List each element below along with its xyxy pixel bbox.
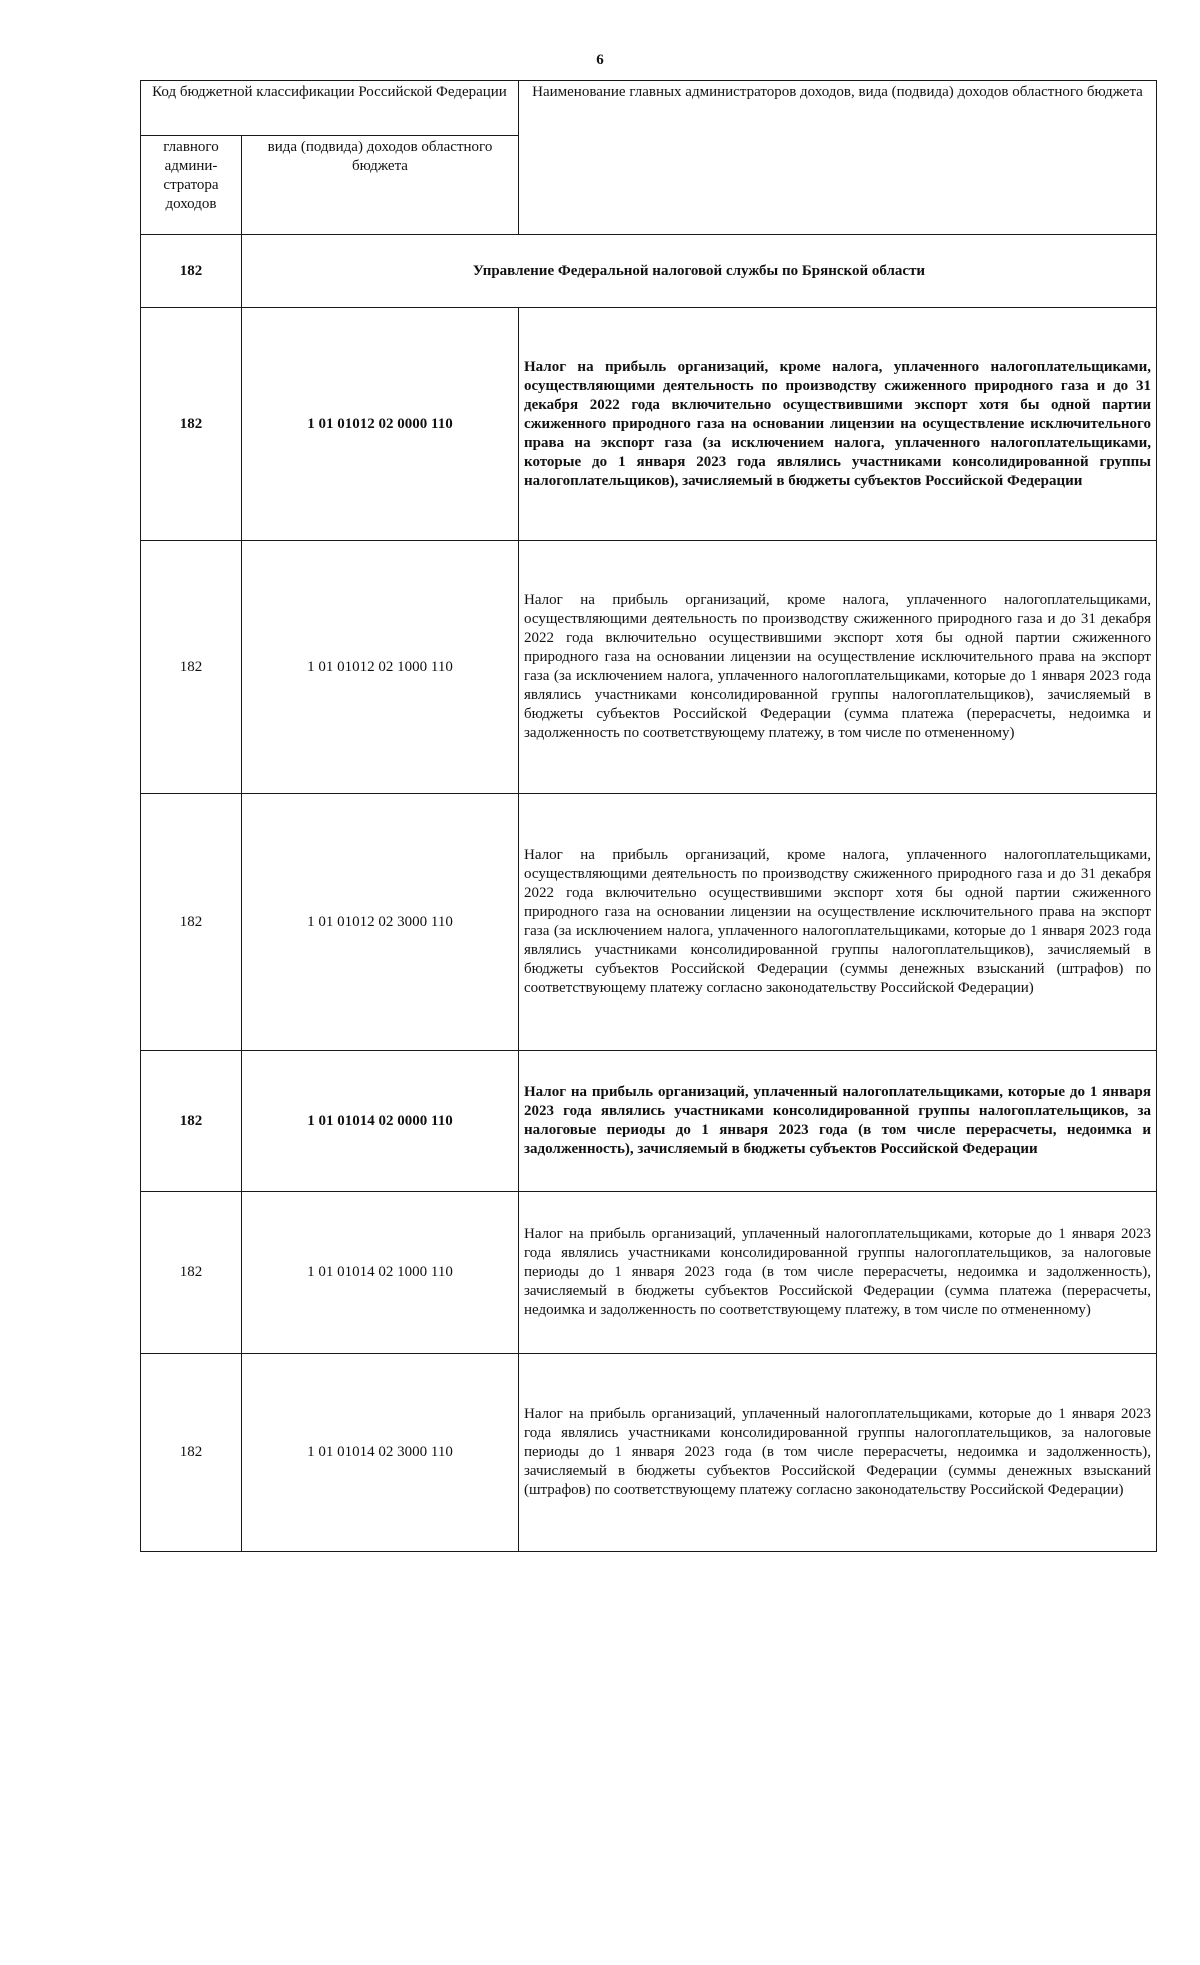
income-description-cell: Налог на прибыль организаций, уплаченный налогоплательщиками, которые до 1 января 2023 года являлись участниками консолидированной группы налогоплательщиков, за налоговые периоды до 1 января 2023 года (в том числе перерасчеты, недоимка и задолженность), зачисляемый в бюджеты субъектов Российской Федерации (суммы денежных взысканий (штрафов) по соответствующему платежу согласно законодательству Российской Федерации) [519, 1354, 1157, 1552]
admin-code-cell: 182 [141, 1051, 242, 1192]
admin-code-cell: 182 [141, 794, 242, 1051]
income-code-cell: 1 01 01014 02 1000 110 [242, 1192, 519, 1354]
admin-code-cell: 182 [141, 1192, 242, 1354]
income-description-cell: Налог на прибыль организаций, кроме налога, уплаченного налогоплательщиками, осуществляющими деятельность по производству сжиженного природного газа и до 31 декабря 2022 года включительно осуществившими экспорт хотя бы одной партии сжиженного природного газа на основании лицензии на осуществление исключительного права на экспорт газа (за исключением налога, уплаченного налогоплательщиками, которые до 1 января 2023 года являлись участниками консолидированной группы налогоплательщиков), зачисляемый в бюджеты субъектов Российской Федерации [519, 308, 1157, 541]
header-type-column: вида (подвида) доходов областного бюджета [242, 136, 519, 235]
income-code-cell: 1 01 01014 02 3000 110 [242, 1354, 519, 1552]
income-code-cell: 1 01 01012 02 0000 110 [242, 308, 519, 541]
income-code-cell: 1 01 01012 02 1000 110 [242, 541, 519, 794]
income-description-cell: Налог на прибыль организаций, кроме налога, уплаченного налогоплательщиками, осуществляющими деятельность по производству сжиженного природного газа и до 31 декабря 2022 года включительно осуществившими экспорт хотя бы одной партии сжиженного природного газа на основании лицензии на осуществление исключительного права на экспорт газа (за исключением налога, уплаченного налогоплательщиками, которые до 1 января 2023 года являлись участниками консолидированной группы налогоплательщиков), зачисляемый в бюджеты субъектов Российской Федерации (суммы денежных взысканий (штрафов) по соответствующему платежу согласно законодательству Российской Федерации) [519, 794, 1157, 1051]
table-header-row [141, 81, 1157, 136]
income-description-cell: Налог на прибыль организаций, кроме налога, уплаченного налогоплательщиками, осуществляющими деятельность по производству сжиженного природного газа и до 31 декабря 2022 года включительно осуществившими экспорт хотя бы одной партии сжиженного природного газа на основании лицензии на осуществление исключительного права на экспорт газа (за исключением налога, уплаченного налогоплательщиками, которые до 1 января 2023 года являлись участниками консолидированной группы налогоплательщиков), зачисляемый в бюджеты субъектов Российской Федерации (сумма платежа (перерасчеты, недоимка и задолженность по соответствующему платежу, в том числе по отмененному) [519, 541, 1157, 794]
table-row [141, 1354, 1157, 1552]
table-row [141, 1192, 1157, 1354]
table-row [141, 308, 1157, 541]
admin-name-cell: Управление Федеральной налоговой службы по Брянской области [242, 235, 1157, 308]
income-code-cell: 1 01 01014 02 0000 110 [242, 1051, 519, 1192]
admin-code-cell: 182 [141, 1354, 242, 1552]
admin-row [141, 235, 1157, 308]
table-row [141, 541, 1157, 794]
income-description-cell: Налог на прибыль организаций, уплаченный налогоплательщиками, которые до 1 января 2023 года являлись участниками консолидированной группы налогоплательщиков, за налоговые периоды до 1 января 2023 года (в том числе перерасчеты, недоимка и задолженность), зачисляемый в бюджеты субъектов Российской Федерации [519, 1051, 1157, 1192]
admin-code-cell: 182 [141, 235, 242, 308]
header-name-column: Наименование главных администраторов доходов, вида (подвида) доходов областного бюджета [519, 81, 1157, 235]
admin-code-cell: 182 [141, 308, 242, 541]
budget-classification-table [140, 80, 1157, 1552]
admin-code-cell: 182 [141, 541, 242, 794]
header-admin-column: главного админи-стратора доходов [141, 136, 242, 235]
header-code-group: Код бюджетной классификации Российской Федерации [141, 81, 519, 136]
table-row [141, 1051, 1157, 1192]
table-row [141, 794, 1157, 1051]
page-number: 6 [596, 52, 604, 68]
income-description-cell: Налог на прибыль организаций, уплаченный налогоплательщиками, которые до 1 января 2023 года являлись участниками консолидированной группы налогоплательщиков, за налоговые периоды до 1 января 2023 года (в том числе перерасчеты, недоимка и задолженность), зачисляемый в бюджеты субъектов Российской Федерации (сумма платежа (перерасчеты, недоимка и задолженность по соответствующему платежу, в том числе по отмененному) [519, 1192, 1157, 1354]
income-code-cell: 1 01 01012 02 3000 110 [242, 794, 519, 1051]
